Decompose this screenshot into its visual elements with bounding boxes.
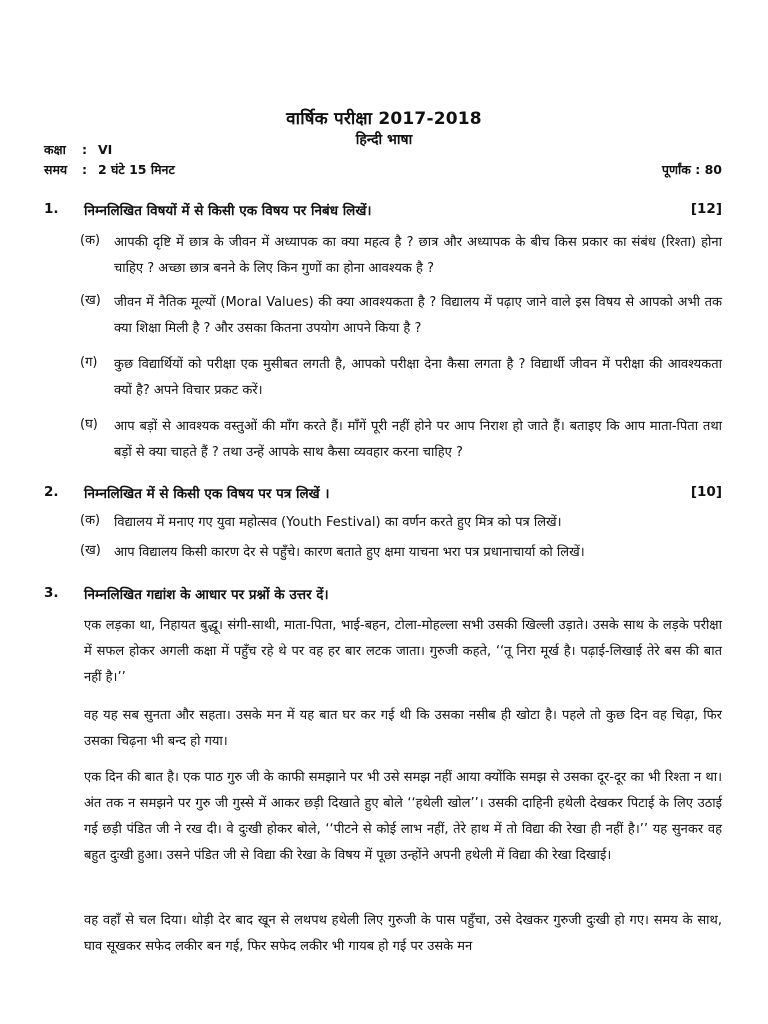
part-label: (ख) bbox=[80, 543, 101, 558]
marks-label: पूर्णांक bbox=[661, 162, 691, 177]
question-number: 2. bbox=[44, 484, 59, 500]
part-text: आप विद्यालय किसी कारण देर से पहुँचे। कारण बताते हुए क्षमा याचना भरा पत्र प्रधानाचार्या को लिखें। bbox=[114, 545, 585, 560]
question-text: निम्नलिखित में से किसी एक विषय पर पत्र लिखें । bbox=[84, 486, 330, 502]
passage-paragraph-1: एक लड़का था, निहायत बुद्धू। संगी-साथी, माता-पिता, भाई-बहन, टोला-मोहल्ला सभी उसकी खिल्ली उड़ाते। उसके साथ के लड़के परीक्षा में सफल होकर अगली कक्षा में पहुँच रहे थे पर वह हर बार लटक जाता। गुरुजी कहते, ‘‘तू निरा मूर्ख है। पढ़ाई-लिखाई तेरे बस की बात नहीं है।’’ bbox=[84, 618, 722, 685]
time-colon: : bbox=[82, 162, 87, 177]
time-row bbox=[44, 161, 175, 178]
marks-colon: : bbox=[695, 162, 701, 177]
part-text: विद्यालय में मनाए गए युवा महोत्सव (Youth Festival) का वर्णन करते हुए मित्र को पत्र लिखें। bbox=[114, 515, 562, 530]
question-number: 1. bbox=[44, 201, 59, 217]
question-marks: [10] bbox=[690, 484, 722, 500]
passage-paragraph-3: एक दिन की बात है। एक पाठ गुरु जी के काफी समझाने पर भी उसे समझ नहीं आया क्योंकि समझ से उसका दूर-दूर का भी रिश्ता न था। अंत तक न समझने पर गुरु जी गुस्से में आकर छड़ी दिखाते हुए बोले ‘‘हथेली खोल’’। उसकी दाहिनी हथेली देखकर पिटाई के लिए उठाई गई छड़ी पंडित जी ने रख दी। वे दुःखी होकर बोले, ‘‘पीटने से कोई लाभ नहीं, तेरे हाथ में तो विद्या की रेखा ही नहीं है।’’ यह सुनकर वह बहुत दुःखी हुआ। उसने पंडित जी से विद्या की रेखा के विषय में पूछा उन्होंने अपनी हथेली में विद्या की रेखा दिखाई। bbox=[84, 770, 722, 863]
total-marks bbox=[662, 161, 722, 178]
part-label: (क) bbox=[80, 233, 101, 248]
part-text: कुछ विद्यार्थियों को परीक्षा एक मुसीबत लगती है, आपको परीक्षा देना कैसा लगता है ? विद्यार्थी जीवन में परीक्षा की आवश्यकता क्यों है? अपने विचार प्रकट करें। bbox=[114, 357, 722, 398]
time-label: समय bbox=[44, 162, 68, 177]
part-text: आप बड़ों से आवश्यक वस्तुओं की माँग करते हैं। माँगें पूरी नहीं होने पर आप निराश हो जाते हैं। बताइए कि आप माता-पिता तथा बड़ों से क्या चाहते हैं ? तथा उन्हें आपके साथ कैसा व्यवहार करना चाहिए ? bbox=[114, 419, 722, 460]
class-value: VI bbox=[98, 142, 113, 157]
marks-value: 80 bbox=[704, 162, 722, 177]
passage-paragraph-4: वह वहाँ से चल दिया। थोड़ी देर बाद खून से लथपथ हथेली लिए गुरुजी के पास पहुँचा, उसे देखकर गुरुजी दुःखी हो गए। समय के साथ, घाव सूखकर सफेद लकीर बन गई, फिर सफेद लकीर भी गायब हो गई पर उसके मन bbox=[84, 913, 722, 954]
question-number: 3. bbox=[44, 585, 59, 601]
question-marks: [12] bbox=[690, 201, 722, 217]
question-text: निम्नलिखित गद्यांश के आधार पर प्रश्नों के उत्तर दें। bbox=[84, 587, 329, 603]
time-value: 2 घंटे 15 मिनट bbox=[98, 162, 175, 177]
part-label: (ख) bbox=[80, 293, 101, 308]
class-label: कक्षा bbox=[44, 142, 66, 157]
part-label: (घ) bbox=[80, 417, 98, 432]
part-label: (ग) bbox=[80, 355, 98, 370]
passage-paragraph-2: वह यह सब सुनता और सहता। उसके मन में यह बात घर कर गई थी कि उसका नसीब ही खोटा है। पहले तो कुछ दिन वह चिढ़ा, फिर उसका चिढ़ना भी बन्द हो गया। bbox=[84, 708, 722, 749]
exam-title: वार्षिक परीक्षा 2017-2018 bbox=[286, 109, 482, 129]
class-colon: : bbox=[82, 142, 87, 157]
class-row bbox=[44, 141, 112, 158]
part-text: आपकी दृष्टि में छात्र के जीवन में अध्यापक का क्या महत्व है ? छात्र और अध्यापक के बीच किस प्रकार का संबंध (रिश्ता) होना चाहिए ? अच्छा छात्र बनने के लिए किन गुणों का होना आवश्यक है ? bbox=[114, 235, 722, 276]
part-label: (क) bbox=[80, 513, 101, 528]
exam-subject: हिन्दी भाषा bbox=[355, 132, 413, 148]
question-text: निम्नलिखित विषयों में से किसी एक विषय पर निबंध लिखें। bbox=[84, 203, 372, 219]
part-text: जीवन में नैतिक मूल्यों (Moral Values) की क्या आवश्यकता है ? विद्यालय में पढ़ाए जाने वाले इस विषय से आपको अभी तक क्या शिक्षा मिली है ? और उसका कितना उपयोग आपने किया है ? bbox=[114, 295, 722, 336]
